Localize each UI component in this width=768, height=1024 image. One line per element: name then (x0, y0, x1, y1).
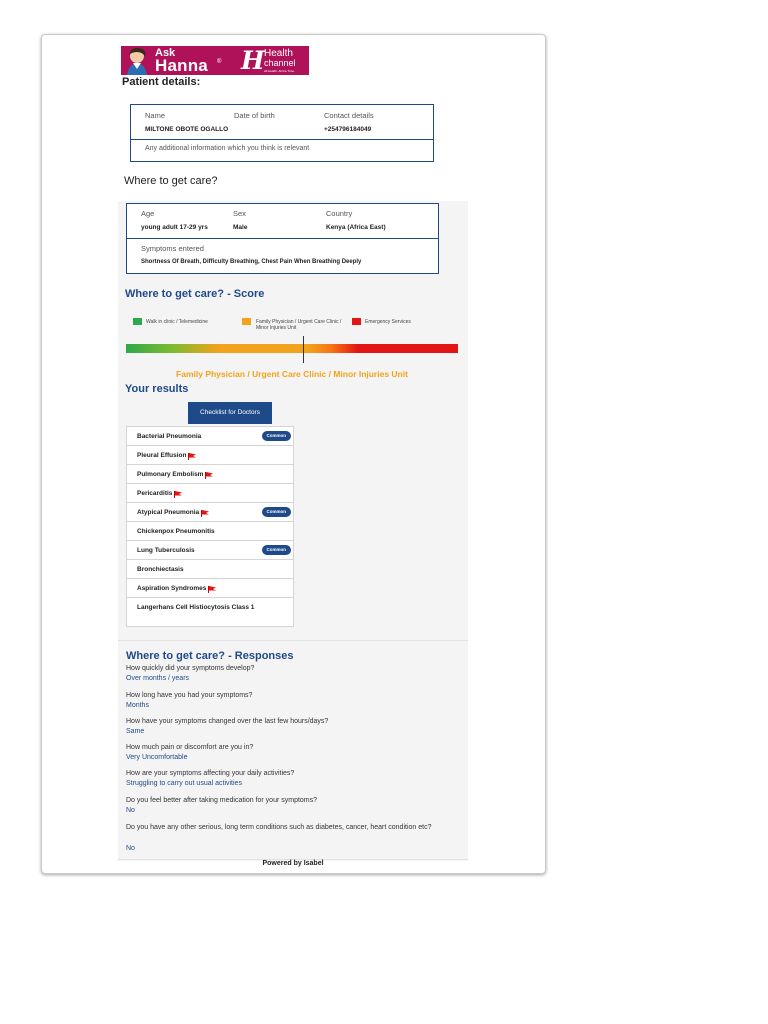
red-flag-icon (201, 510, 209, 517)
common-badge: Common (262, 507, 292, 517)
response-question: How much pain or discomfort are you in? (126, 744, 254, 751)
logo-channel-text: channel (264, 58, 296, 68)
diagnosis-row[interactable] (126, 426, 294, 446)
response-question: Do you have any other serious, long term conditions such as diabetes, cancer, heart condition etc? (126, 824, 432, 831)
response-answer: Over months / years (126, 675, 190, 682)
common-badge: Common (262, 545, 292, 555)
contact-value: +254796184049 (324, 126, 372, 133)
diagnosis-row[interactable] (126, 484, 294, 503)
patient-details-heading: Patient details: (122, 76, 201, 88)
diagnosis-row[interactable] (126, 465, 294, 484)
response-question: How long have you had your symptoms? (126, 692, 253, 699)
legend-label-emergency: Emergency Services (365, 319, 411, 325)
ask-hanna-health-channel-logo (121, 46, 309, 75)
response-answer: No (126, 807, 135, 814)
diagnosis-name: Lung Tuberculosis (137, 546, 195, 554)
logo-hanna-text: Hanna (155, 56, 208, 75)
checklist-for-doctors-button[interactable]: Checklist for Doctors (188, 402, 272, 424)
diagnosis-name: Bronchiectasis (137, 565, 184, 573)
diagnosis-row[interactable] (126, 522, 294, 541)
additional-info-text: Any additional information which you think is relevant (145, 145, 310, 152)
age-label: Age (141, 209, 155, 218)
legend-swatch-green (133, 318, 142, 325)
section-divider (118, 640, 468, 641)
response-question: How are your symptoms affecting your daily activities? (126, 770, 295, 777)
name-label: Name (145, 111, 166, 120)
logo-health-text: Health (264, 48, 293, 59)
response-question: How quickly did your symptoms develop? (126, 665, 255, 672)
where-to-get-care-heading: Where to get care? (124, 175, 218, 187)
diagnosis-name: Langerhans Cell Histiocytosis Class 1 (137, 604, 255, 611)
diagnosis-row[interactable] (126, 579, 294, 598)
care-score-bar (126, 344, 458, 353)
symptoms-label: Symptoms entered (141, 244, 204, 253)
response-answer: Very Uncomfortable (126, 754, 188, 761)
health-channel-h-icon: H (241, 46, 265, 75)
response-question: How have your symptoms changed over the last few hours/days? (126, 718, 329, 725)
sex-label: Sex (233, 209, 246, 218)
red-flag-icon (205, 472, 213, 479)
powered-by-text: Powered by Isabel (262, 860, 324, 867)
red-flag-icon (208, 586, 216, 593)
diagnosis-name: Bacterial Pneumonia (137, 432, 202, 440)
your-results-heading: Your results (125, 383, 189, 395)
table-divider (127, 238, 438, 239)
contact-label: Contact details (324, 111, 374, 120)
age-value: young adult 17-29 yrs (141, 224, 208, 231)
diagnosis-name: Pleural Effusion (137, 451, 187, 459)
diagnosis-row[interactable] (126, 541, 294, 560)
score-heading: Where to get care? - Score (125, 288, 265, 300)
hanna-avatar-icon (123, 47, 153, 75)
dob-label: Date of birth (234, 111, 275, 120)
response-answer: No (126, 845, 135, 852)
care-score-marker (303, 336, 304, 363)
symptoms-value: Shortness Of Breath, Difficulty Breathing, Chest Pain When Breathing Deeply (141, 259, 362, 265)
response-answer: Months (126, 702, 149, 709)
responses-heading: Where to get care? - Responses (126, 650, 294, 662)
diagnosis-name: Aspiration Syndromes (137, 584, 207, 592)
patient-details-table (130, 104, 434, 162)
demographics-table (126, 203, 439, 274)
diagnosis-list (126, 426, 294, 627)
legend-swatch-red (352, 318, 361, 325)
name-value: MILTONE OBOTE OGALLO (145, 126, 229, 133)
legend-label-family-physician: Family Physician / Urgent Care Clinic / Minor Injuries Unit (256, 319, 342, 331)
logo-registered-mark: ® (217, 59, 222, 65)
legend-swatch-orange (242, 318, 251, 325)
legend-label-walk-in: Walk in clinic / Telemedicine (146, 319, 208, 325)
common-badge: Common (262, 431, 292, 441)
care-score-outcome: Family Physician / Urgent Care Clinic / Minor Injuries Unit (176, 369, 408, 379)
logo-tagline-text: All Health, All the Time. (264, 69, 295, 73)
response-answer: Same (126, 728, 145, 735)
diagnosis-name: Pericarditis (137, 489, 173, 497)
diagnosis-name: Pulmonary Embolism (137, 470, 204, 478)
table-divider (131, 139, 433, 140)
diagnosis-row[interactable] (126, 446, 294, 465)
logo-ask-text: Ask (155, 47, 176, 59)
diagnosis-row[interactable] (126, 503, 294, 522)
diagnosis-row[interactable] (126, 598, 294, 627)
red-flag-icon (188, 453, 196, 460)
red-flag-icon (174, 491, 182, 498)
response-answer: Struggling to carry out usual activities (126, 780, 242, 787)
diagnosis-name: Chickenpox Pneumonitis (137, 527, 215, 535)
country-value: Kenya (Africa East) (326, 224, 386, 231)
country-label: Country (326, 209, 353, 218)
response-question: Do you feel better after taking medication for your symptoms? (126, 797, 318, 804)
diagnosis-row[interactable] (126, 560, 294, 579)
diagnosis-name: Atypical Pneumonia (137, 508, 200, 516)
sex-value: Male (233, 224, 248, 231)
